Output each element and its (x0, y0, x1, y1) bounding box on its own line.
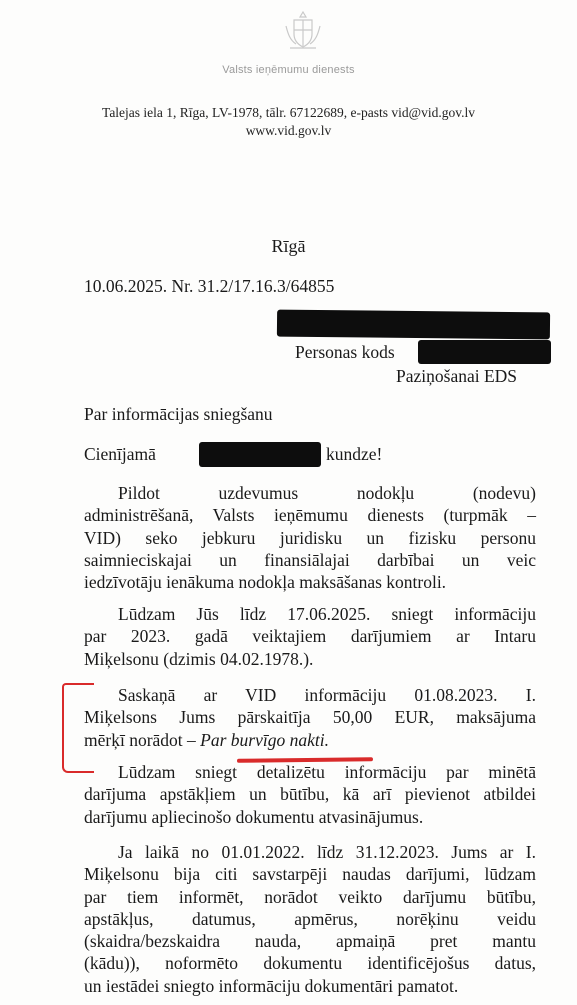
paragraph-request (84, 603, 536, 670)
payment-purpose: Par burvīgo nakti. (200, 729, 329, 750)
paragraph-line: saimnieciskajai un finansiālajai darbībai un veic (84, 549, 536, 570)
paragraph-line: Miķelsonu bija citi savstarpēji naudas darījumi, lūdzam (84, 864, 536, 885)
paragraph-line: Pildot uzdevumus nodokļu (nodevu) (118, 483, 536, 503)
redacted-addressee-name (199, 442, 321, 467)
coat-of-arms-icon (280, 8, 326, 54)
paragraph-line: Ja laikā no 01.01.2022. līdz 31.12.2023. Jums ar I. (118, 842, 536, 862)
greeting-start: Cienījamā (84, 444, 156, 464)
paragraph-line: apstākļus, datumus, apmērus, norēķinu veidu (84, 908, 536, 929)
paragraph-line-with-purpose (84, 729, 536, 751)
paragraph-line: Saskaņā ar VID informāciju 01.08.2023. I. (118, 685, 536, 705)
paragraph-line: Lūdzam sniegt detalizētu informāciju par minētā (118, 762, 536, 782)
redacted-personal-code (418, 340, 551, 364)
paragraph-line: par 2023. gadā veiktajiem darījumiem ar Intaru (84, 626, 536, 647)
agency-name: Valsts ieņēmumu dienests (222, 64, 355, 76)
letter-reference: 10.06.2025. Nr. 31.2/17.16.3/64855 (84, 276, 335, 296)
paragraph-line: par tiem informēt, norādot veikto darījumu būtību, (84, 886, 536, 907)
paragraph-purpose (84, 482, 536, 593)
paragraph-line: (kādu)), noformēto dokumentu identificējošus datus, (84, 953, 536, 974)
delivery-note: Paziņošanai EDS (396, 366, 518, 386)
paragraph-line: Miķelsons Jums pārskaitīja 50,00 EUR, maksājuma (84, 707, 536, 728)
letter-city: Rīgā (271, 236, 306, 256)
contact-block (0, 104, 577, 140)
purpose-prefix: mērķī norādot – (84, 729, 196, 750)
paragraph-line: (skaidra/bezskaidra nauda, apmaiņā pret mantu (84, 931, 536, 952)
greeting-end: kundze! (326, 444, 383, 464)
paragraph-other-transactions (84, 841, 536, 997)
red-bracket-annotation (62, 683, 94, 773)
paragraph-line: un iestādei sniegto informāciju dokumentāri pamatot. (84, 975, 459, 996)
redacted-recipient-name (277, 310, 550, 340)
address-line: Talejas iela 1, Rīga, LV-1978, tālr. 67122689, e-pasts vid@vid.gov.lv (102, 105, 475, 120)
paragraph-line: VID) seko jebkuru juridisku un fizisku personu (84, 527, 536, 548)
personal-code-label: Personas kods (295, 342, 395, 362)
letter-subject: Par informācijas sniegšanu (84, 404, 273, 424)
paragraph-line: darījuma apstākļiem un būtību, kā arī pievienot atbildei (84, 784, 536, 805)
paragraph-details (84, 761, 536, 828)
website-link[interactable]: www.vid.gov.lv (245, 123, 332, 138)
paragraph-line: administrēšanā, Valsts ieņēmumu dienests (turpmāk – (84, 505, 536, 526)
paragraph-line: Lūdzam Jūs līdz 17.06.2025. sniegt informāciju (118, 604, 536, 624)
paragraph-line: iedzīvotāju ienākuma nodokļa maksāšanas kontroli. (84, 572, 447, 593)
paragraph-line: Miķelsonu (dzimis 04.02.1978.). (84, 648, 314, 669)
paragraph-line: darījumu apliecinošo dokumentu atvasinājumus. (84, 806, 424, 827)
paragraph-payment (84, 684, 536, 751)
